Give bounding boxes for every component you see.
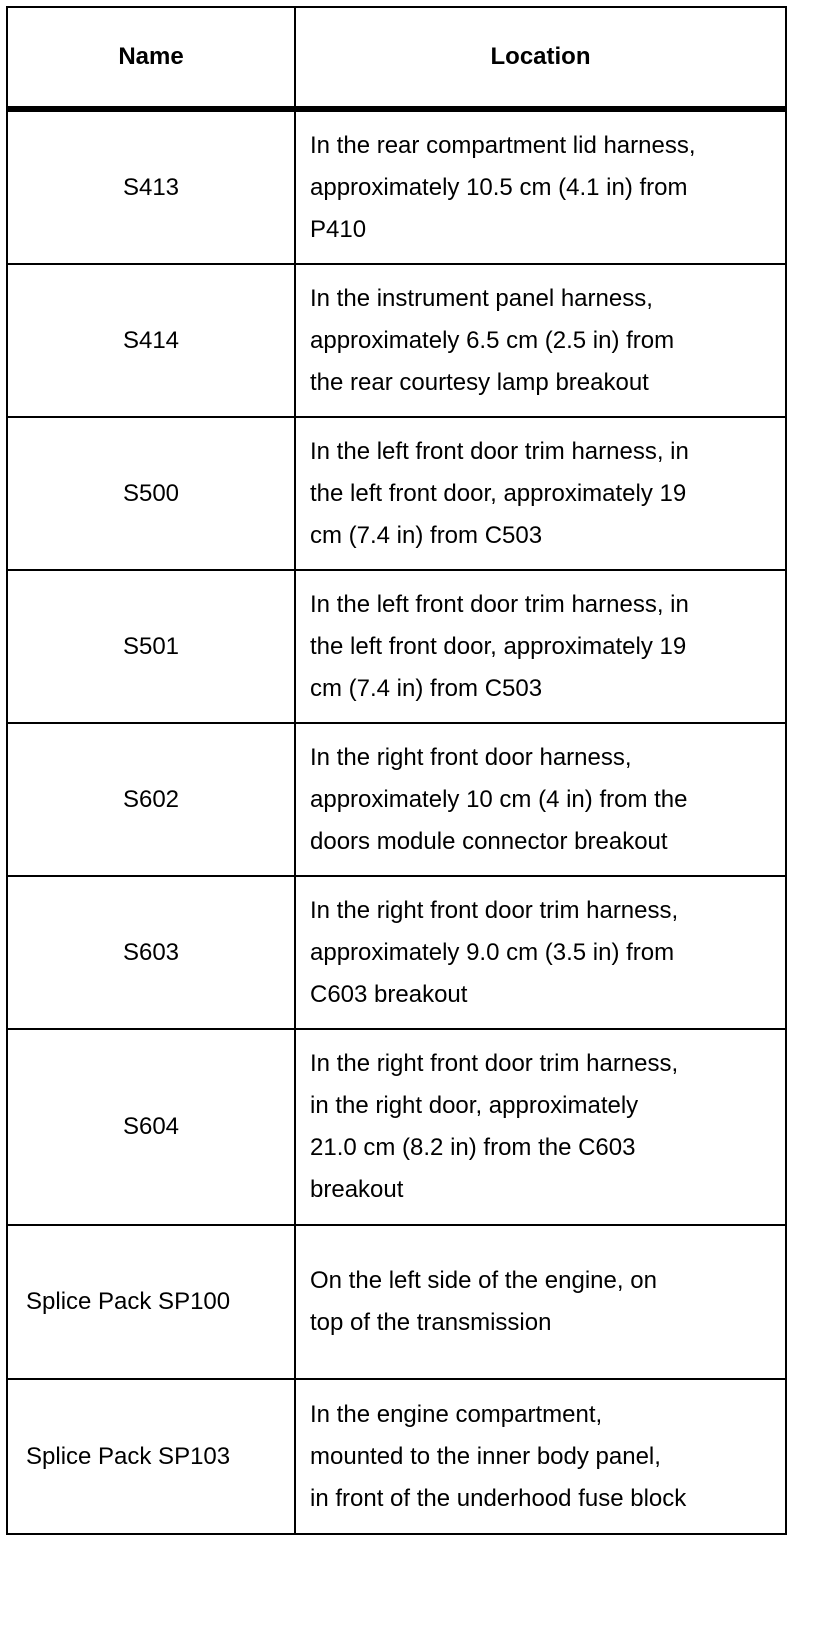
table-row [7,109,786,264]
location-line: the left front door, approximately 19 [310,632,687,660]
splice-location-cell [295,1029,786,1225]
location-line: In the left front door trim harness, in [310,437,689,465]
location-line: approximately 10 cm (4 in) from the [310,785,688,813]
location-line: approximately 10.5 cm (4.1 in) from [310,173,688,201]
splice-location-cell [295,417,786,570]
location-line: in the right door, approximately [310,1092,639,1119]
splice-name-cell: S604 [7,1029,295,1225]
splice-location-cell [295,570,786,723]
splice-location-cell [295,876,786,1029]
location-line: breakout [310,1176,404,1203]
location-line: in front of the underhood fuse block [310,1484,687,1512]
column-header-name: Name [7,7,295,109]
splice-name-cell: S501 [7,570,295,723]
location-line: cm (7.4 in) from C503 [310,521,543,549]
splice-name-cell: S413 [7,109,295,264]
location-line: In the right front door trim harness, [310,896,679,924]
table-row [7,264,786,417]
location-line: doors module connector breakout [310,827,668,855]
location-line: C603 breakout [310,980,468,1008]
location-line: In the right front door harness, [310,743,632,771]
table-row [7,570,786,723]
splice-name-cell: S500 [7,417,295,570]
location-line: P410 [310,215,367,243]
location-line: approximately 6.5 cm (2.5 in) from [310,326,675,354]
splice-location-cell [295,109,786,264]
splice-name-cell: S602 [7,723,295,876]
location-line: In the instrument panel harness, [310,284,653,312]
splice-name-cell: Splice Pack SP100 [7,1225,295,1379]
splice-location-cell [295,264,786,417]
splice-location-cell [295,723,786,876]
location-line: cm (7.4 in) from C503 [310,674,543,702]
location-line: In the left front door trim harness, in [310,590,689,618]
location-line: In the rear compartment lid harness, [310,131,696,159]
splice-location-cell [295,1379,786,1534]
splice-name-cell: S414 [7,264,295,417]
table-header-row [7,7,786,109]
location-line: the rear courtesy lamp breakout [310,368,649,396]
splice-name-cell: Splice Pack SP103 [7,1379,295,1534]
location-line: the left front door, approximately 19 [310,479,687,507]
location-line: approximately 9.0 cm (3.5 in) from [310,938,675,966]
location-line: On the left side of the engine, on [310,1267,657,1294]
table-row [7,1379,786,1534]
column-header-location: Location [295,7,786,109]
location-line: top of the transmission [310,1309,552,1336]
table-row [7,723,786,876]
table-row [7,1029,786,1225]
location-line: mounted to the inner body panel, [310,1442,661,1470]
splice-location-cell [295,1225,786,1379]
splice-location-table [6,6,787,1535]
splice-name-cell: S603 [7,876,295,1029]
location-line: In the engine compartment, [310,1400,603,1428]
table-row [7,417,786,570]
location-line: 21.0 cm (8.2 in) from the C603 [310,1134,636,1161]
table-row [7,876,786,1029]
location-line: In the right front door trim harness, [310,1050,679,1077]
table-row [7,1225,786,1379]
